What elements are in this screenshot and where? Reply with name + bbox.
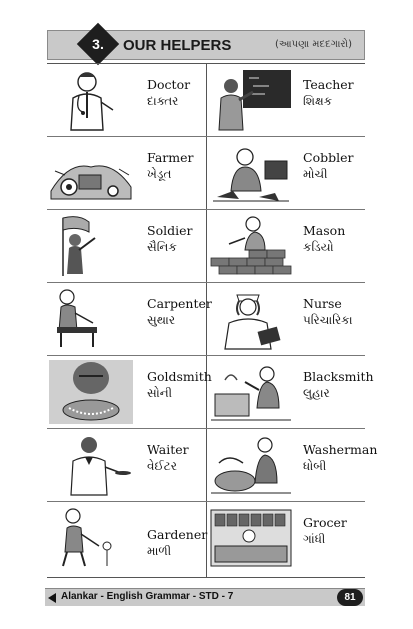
helper-name-en: Grocer — [303, 515, 347, 530]
helper-name-en: Waiter — [147, 442, 189, 457]
helper-card-washerman — [207, 429, 378, 502]
goldsmith-illustration — [49, 360, 133, 424]
helper-name-en: Goldsmith — [147, 369, 212, 384]
helper-labels — [303, 295, 353, 329]
cobbler-illustration — [209, 141, 293, 205]
helper-name-gu: કડિયો — [303, 240, 334, 254]
helper-labels — [303, 441, 377, 475]
helper-name-en: Soldier — [147, 223, 193, 238]
helper-name-en: Cobbler — [303, 150, 354, 165]
washerman-illustration — [209, 433, 293, 497]
helper-card-grocer — [207, 502, 366, 575]
doctor-illustration — [49, 68, 133, 132]
helper-name-gu: સુથાર — [147, 313, 176, 327]
helper-labels — [147, 222, 192, 256]
helper-labels — [147, 526, 207, 560]
helpers-row — [47, 210, 365, 283]
helper-name-en: Doctor — [147, 77, 191, 92]
helper-name-en: Mason — [303, 223, 346, 238]
helper-labels — [147, 76, 190, 110]
helper-name-gu: શિક્ષક — [303, 94, 333, 108]
teacher-illustration — [209, 68, 293, 132]
farmer-illustration — [49, 141, 133, 205]
helpers-row — [47, 502, 365, 575]
helper-card-nurse — [207, 283, 366, 356]
helper-name-en: Blacksmith — [303, 369, 374, 384]
arrow-left-icon — [48, 593, 56, 603]
helpers-row — [47, 429, 378, 502]
helper-name-gu: માળી — [147, 544, 172, 558]
helper-name-en: Nurse — [303, 296, 342, 311]
page-subtitle: (આપણા મદદગારો) — [274, 39, 352, 50]
page-footer — [45, 588, 365, 606]
helper-labels — [303, 514, 347, 548]
helper-card-cobbler — [207, 137, 366, 210]
carpenter-illustration — [49, 287, 133, 351]
helper-name-gu: દાક્તર — [147, 94, 179, 108]
waiter-illustration — [49, 433, 133, 497]
helpers-row — [47, 137, 365, 210]
helper-labels — [303, 149, 353, 183]
helpers-row — [47, 356, 374, 429]
helpers-grid — [47, 63, 378, 578]
helper-card-doctor — [47, 64, 206, 137]
helper-name-en: Washerman — [303, 442, 378, 457]
helper-name-gu: સૈનિક — [147, 240, 177, 254]
helper-card-carpenter — [47, 283, 212, 356]
helper-name-en: Teacher — [303, 77, 354, 92]
helper-name-en: Gardener — [147, 527, 208, 542]
helper-name-en: Farmer — [147, 150, 194, 165]
chapter-header — [47, 30, 365, 60]
helper-card-blacksmith — [207, 356, 374, 429]
helper-name-gu: પરિચારિકા — [303, 313, 353, 327]
helper-labels — [147, 295, 212, 329]
helper-labels — [303, 76, 354, 110]
helper-card-mason — [207, 210, 366, 283]
chapter-number: 3. — [92, 36, 104, 52]
book-title: Alankar - English Grammar - STD - 7 — [61, 591, 234, 602]
page-title: OUR HELPERS — [123, 37, 232, 54]
helper-name-gu: ખેડૂત — [147, 167, 172, 181]
page-number: 81 — [337, 589, 363, 606]
blacksmith-illustration — [209, 360, 293, 424]
helpers-row — [47, 64, 365, 137]
grocer-illustration — [209, 506, 293, 570]
mason-illustration — [209, 214, 293, 278]
helpers-row — [47, 283, 365, 356]
helper-card-soldier — [47, 210, 206, 283]
helper-labels — [147, 441, 189, 475]
helper-name-gu: મોચી — [303, 167, 328, 181]
helper-name-gu: ગાંધી — [303, 532, 326, 546]
helper-labels — [303, 368, 374, 402]
gardener-illustration — [49, 506, 133, 570]
helper-name-gu: વેઈટર — [147, 459, 177, 473]
soldier-illustration — [49, 214, 133, 278]
helper-labels — [303, 222, 345, 256]
helper-labels — [147, 368, 212, 402]
nurse-illustration — [209, 287, 293, 351]
chapter-number-badge — [77, 23, 119, 65]
helper-name-en: Carpenter — [147, 296, 212, 311]
helper-card-waiter — [47, 429, 206, 502]
helper-card-farmer — [47, 137, 206, 210]
helper-name-gu: ધોબી — [303, 459, 327, 473]
helper-card-teacher — [207, 64, 366, 137]
helper-card-goldsmith — [47, 356, 212, 429]
helper-labels — [147, 149, 193, 183]
helper-name-gu: લુહાર — [303, 386, 330, 400]
helper-name-gu: સોની — [147, 386, 173, 400]
helper-card-gardener — [47, 502, 206, 575]
